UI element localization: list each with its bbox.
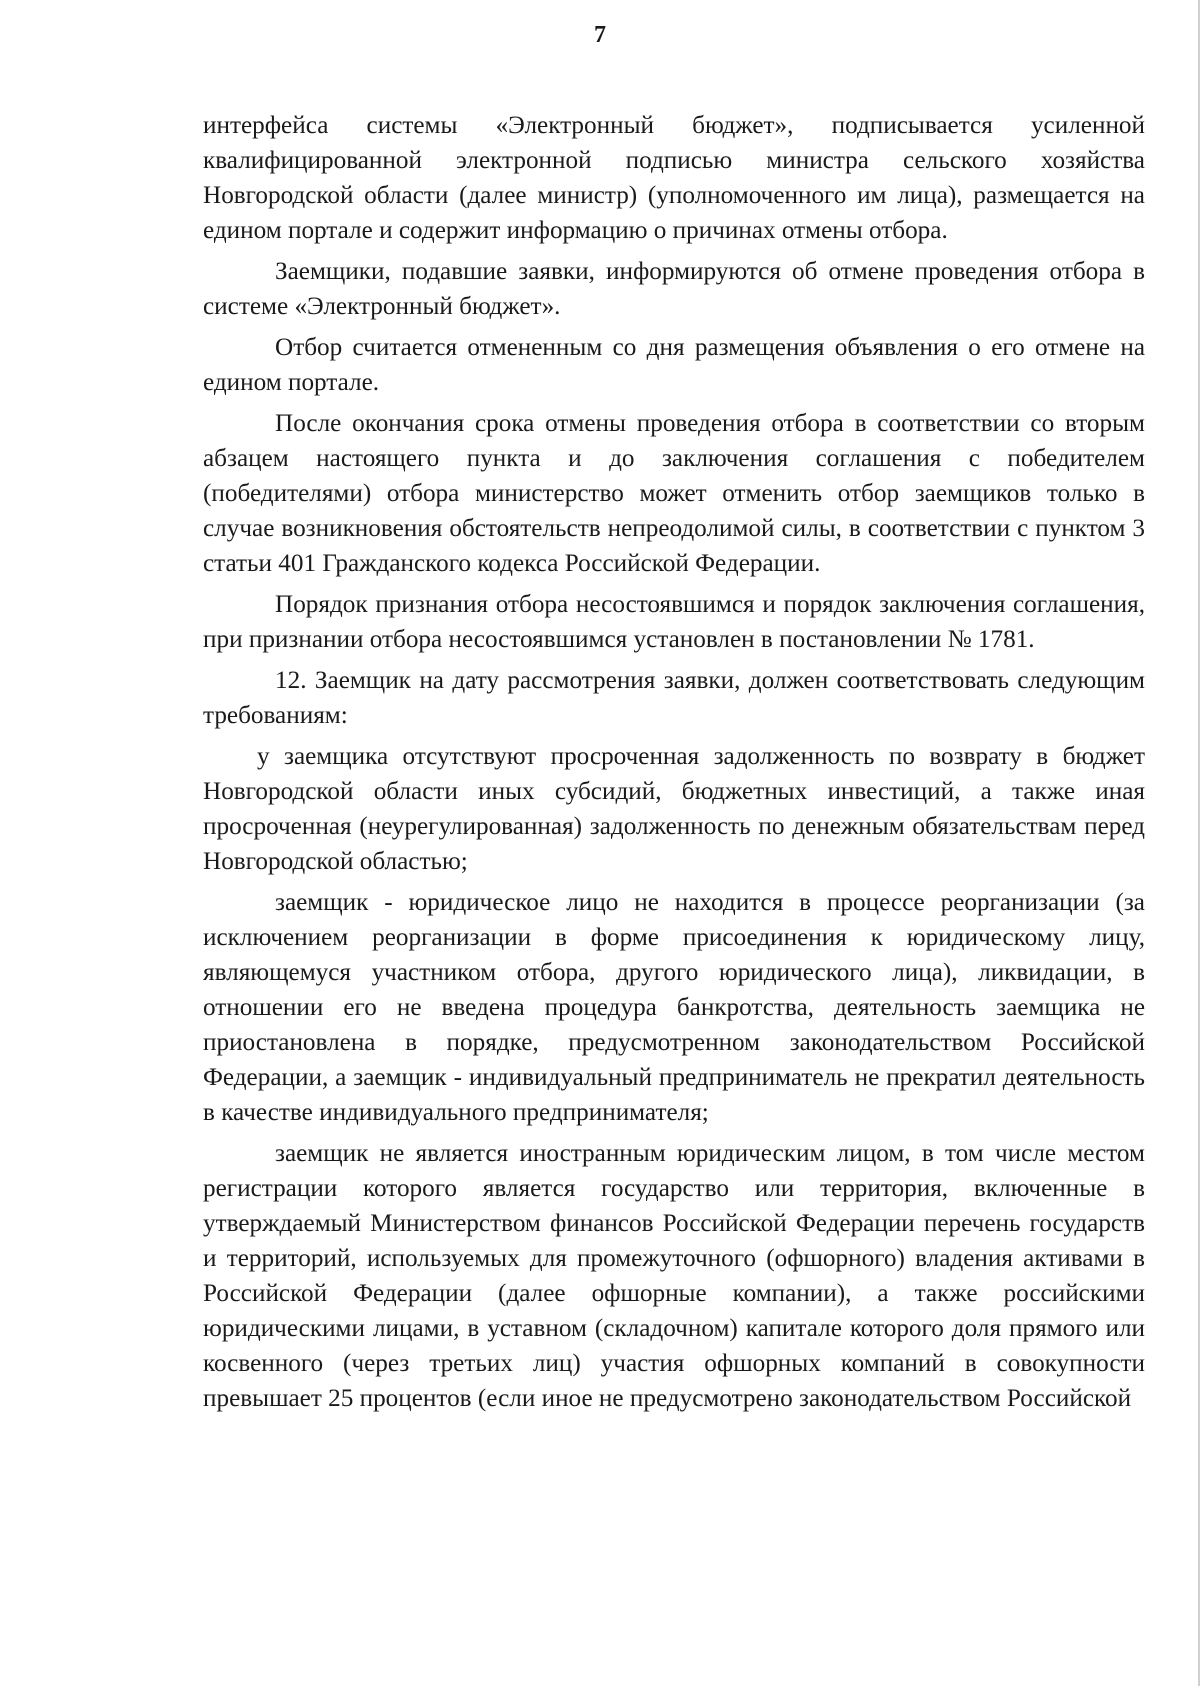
paragraph-3: Отбор считается отмененным со дня размещения объявления о его отмене на едином портале. [203,334,1145,396]
paragraph-4: После окончания срока отмены проведения отбора в соответствии со вторым абзацем настоящего пункта и до заключения соглашения с победителем (победителями) отбора министерство может отменить отбор заемщиков только в случае возникновения обстоятельств непреодолимой силы, в соответствии с пунктом 3 статьи 401 Гражданского кодекса Российской Федерации. [203,410,1145,577]
paragraph-1: интерфейса системы «Электронный бюджет», подписывается усиленной квалифицированной электронной подписью министра сельского хозяйства Новгородской области (далее министр) (уполномоченного им лица), размещается на едином портале и содержит информацию о причинах отмены отбора. [203,112,1145,244]
paragraph-6: 12. Заемщик на дату рассмотрения заявки, должен соответствовать следующим требованиям: [203,667,1145,729]
paragraph-9: заемщик не является иностранным юридическим лицом, в том числе местом регистрации которого является государство или территория, включенные в утверждаемый Министерством финансов Российской Федерации перечень государств и территорий, используемых для промежуточного (офшорного) владения активами в Российской Федерации (далее офшорные компании), а также российскими юридическими лицами, в уставном (складочном) капитале которого доля прямого или косвенного (через третьих лиц) участия офшорных компаний в совокупности превышает 25 процентов (если иное не предусмотрено законодательством Российской [203,1140,1145,1412]
page-number: 7 [594,22,606,48]
document-body [203,108,1145,1416]
paragraph-2: Заемщики, подавшие заявки, информируются об отмене проведения отбора в системе «Электронный бюджет». [203,258,1145,320]
paragraph-5: Порядок признания отбора несостоявшимся и порядок заключения соглашения, при признании отбора несостоявшимся установлен в постановлении № 1781. [203,591,1145,653]
paragraph-7: у заемщика отсутствуют просроченная задолженность по возврату в бюджет Новгородской области иных субсидий, бюджетных инвестиций, а также иная просроченная (неурегулированная) задолженность по денежным обязательствам перед Новгородской областью; [203,743,1145,875]
paragraph-8: заемщик - юридическое лицо не находится в процессе реорганизации (за исключением реорганизации в форме присоединения к юридическому лицу, являющемуся участником отбора, другого юридического лица), ликвидации, в отношении его не введена процедура банкротства, деятельность заемщика не приостановлена в порядке, предусмотренном законодательством Российской Федерации, а заемщик - индивидуальный предприниматель не прекратил деятельность в качестве индивидуального предпринимателя; [203,889,1145,1126]
